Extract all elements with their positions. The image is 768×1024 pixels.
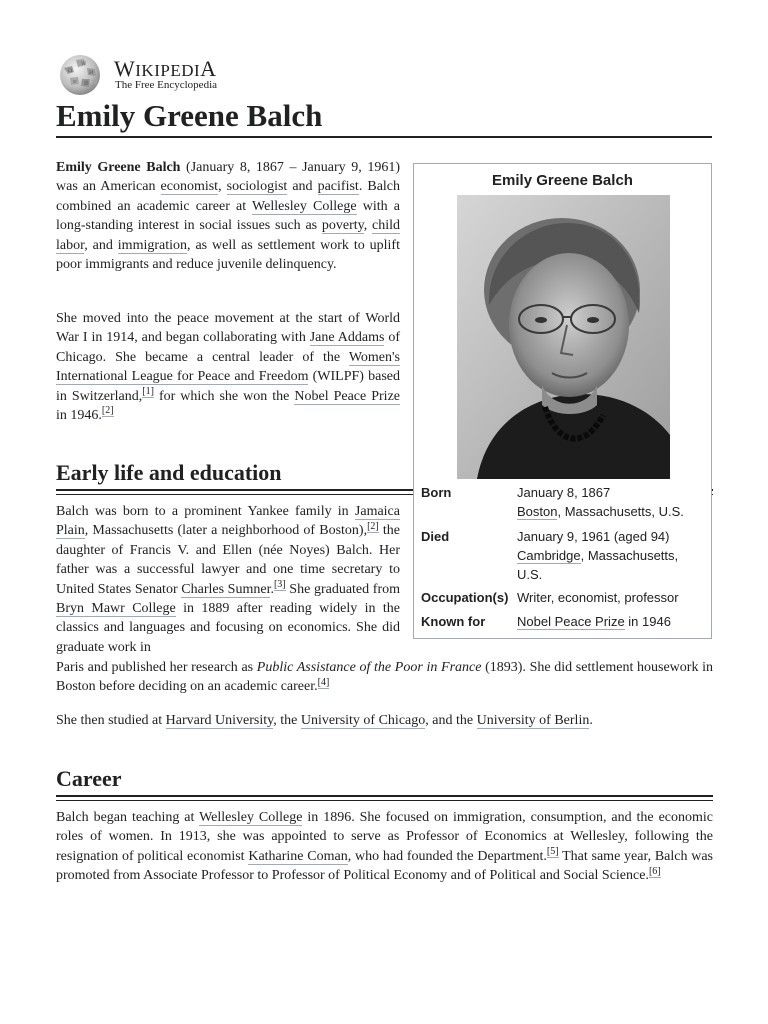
intro-paragraph-1: Emily Greene Balch (January 8, 1867 – January 9, 1961) was an American economist, sociologist and pacifist. Balch combined an academic career at Wellesley College with a long-standing interest in social issues such as poverty, child labor, and immigration, as well as settlement work to uplift poor immigrants and reduce juvenile delinquency. (56, 160, 401, 273)
citation-4[interactable]: [4] (317, 676, 330, 688)
link-university-of-berlin[interactable]: University of Berlin (476, 713, 590, 728)
infobox-title: Emily Greene Balch (492, 172, 633, 189)
svg-text:ש: ש (73, 79, 77, 85)
career-paragraph-1: Balch began teaching at Wellesley College in 1896. She focused on immigration, consumption, and the economic roles of women. In 1913, she was appointed to serve as Professor of Economics at Wellesley, following the resignation of political economist Katharine Coman, who had founded the Department.[5] That same year, Balch was promoted from Associate Professor to Professor of Political Economy and of Political and Social Science.[6] (56, 810, 714, 884)
early-life-paragraph-1b: Paris and published her research as Public Assistance of the Poor in France (1893). She did settlement housework in Boston before deciding on an academic career.[4] (56, 660, 713, 695)
wikipedia-wordmark: WIKIPEDIA (114, 56, 217, 81)
section-heading-career: Career (56, 766, 122, 791)
link-boston[interactable]: Boston (517, 504, 558, 519)
citation-6[interactable]: [6] (648, 865, 661, 877)
citation-2[interactable]: [2] (101, 405, 114, 417)
portrait-image[interactable] (457, 195, 670, 479)
link-wilpf[interactable]: Women's International League for Peace and Freedom (56, 349, 400, 385)
link-jamaica-plain[interactable]: Jamaica Plain (56, 504, 400, 539)
citation-3[interactable]: [3] (273, 578, 286, 590)
link-sociologist[interactable]: sociologist (226, 179, 288, 195)
link-poverty[interactable]: poverty (321, 218, 364, 234)
intro-paragraph-2: She moved into the peace movement at the start of World War I in 1914, and began collaborating with Jane Addams of Chicago. She became a central leader of the Women's International League for Peace and Freedom (WILPF) based in Switzerland,[1] for which she won the Nobel Peace Prize in 1946.[2] (56, 311, 400, 424)
link-nobel-peace-prize[interactable]: Nobel Peace Prize (517, 614, 625, 629)
early-life-paragraph-2: She then studied at Harvard University, the University of Chicago, and the University of Berlin. (56, 713, 593, 728)
wikipedia-tagline: The Free Encyclopedia (115, 79, 218, 91)
link-jane-addams[interactable]: Jane Addams (309, 330, 385, 346)
svg-text:W: W (81, 61, 87, 67)
early-life-paragraph-1a: Balch was born to a prominent Yankee family in Jamaica Plain, Massachusetts (later a neighborhood of Boston),[2] the daughter of Francis V. and Ellen (née Noyes) Balch. Her father was a successful lawyer and one time secretary to United States Senator Charles Sumner.[3] She graduated from Bryn Mawr College in 1889 after reading widely in the classics and languages and focusing on economics. She did graduate work in (56, 504, 401, 655)
svg-text:И: И (89, 70, 94, 76)
link-immigration[interactable]: immigration (117, 237, 188, 253)
link-economist[interactable]: economist (160, 179, 219, 195)
link-katharine-coman[interactable]: Katharine Coman (248, 848, 348, 864)
infobox: Emily Greene Balch Born January 8, 1867 Boston, Massachusetts, U.S. Died January 9, 1961 (aged 94) Cambridge, Massachusetts, U.S. Occupation(s) Writer, economist, professor Known for Nobel Peace Prize in 1946 (413, 163, 712, 639)
link-pacifist[interactable]: pacifist (317, 179, 359, 195)
link-cambridge[interactable]: Cambridge (517, 548, 581, 563)
section-heading-early-life: Early life and education (56, 460, 282, 485)
section-divider (56, 795, 713, 801)
link-harvard-university[interactable]: Harvard University (165, 713, 274, 728)
link-wellesley-college[interactable]: Wellesley College (252, 198, 357, 214)
citation-1[interactable]: [1] (142, 385, 154, 397)
link-university-of-chicago[interactable]: University of Chicago (300, 713, 426, 728)
citation-5[interactable]: [5] (546, 846, 559, 858)
link-child-labor[interactable]: child labor (56, 218, 400, 253)
link-wellesley-college[interactable]: Wellesley College (199, 810, 303, 825)
link-bryn-mawr-college[interactable]: Bryn Mawr College (56, 601, 176, 617)
page-title: Emily Greene Balch (56, 96, 712, 138)
link-charles-sumner[interactable]: Charles Sumner (181, 581, 271, 597)
citation-2b[interactable]: [2] (367, 520, 379, 532)
svg-text:維: 維 (84, 81, 90, 87)
link-nobel-peace-prize[interactable]: Nobel Peace Prize (294, 388, 400, 404)
svg-text:Ω: Ω (68, 68, 73, 74)
wikipedia-globe-icon (56, 54, 104, 96)
